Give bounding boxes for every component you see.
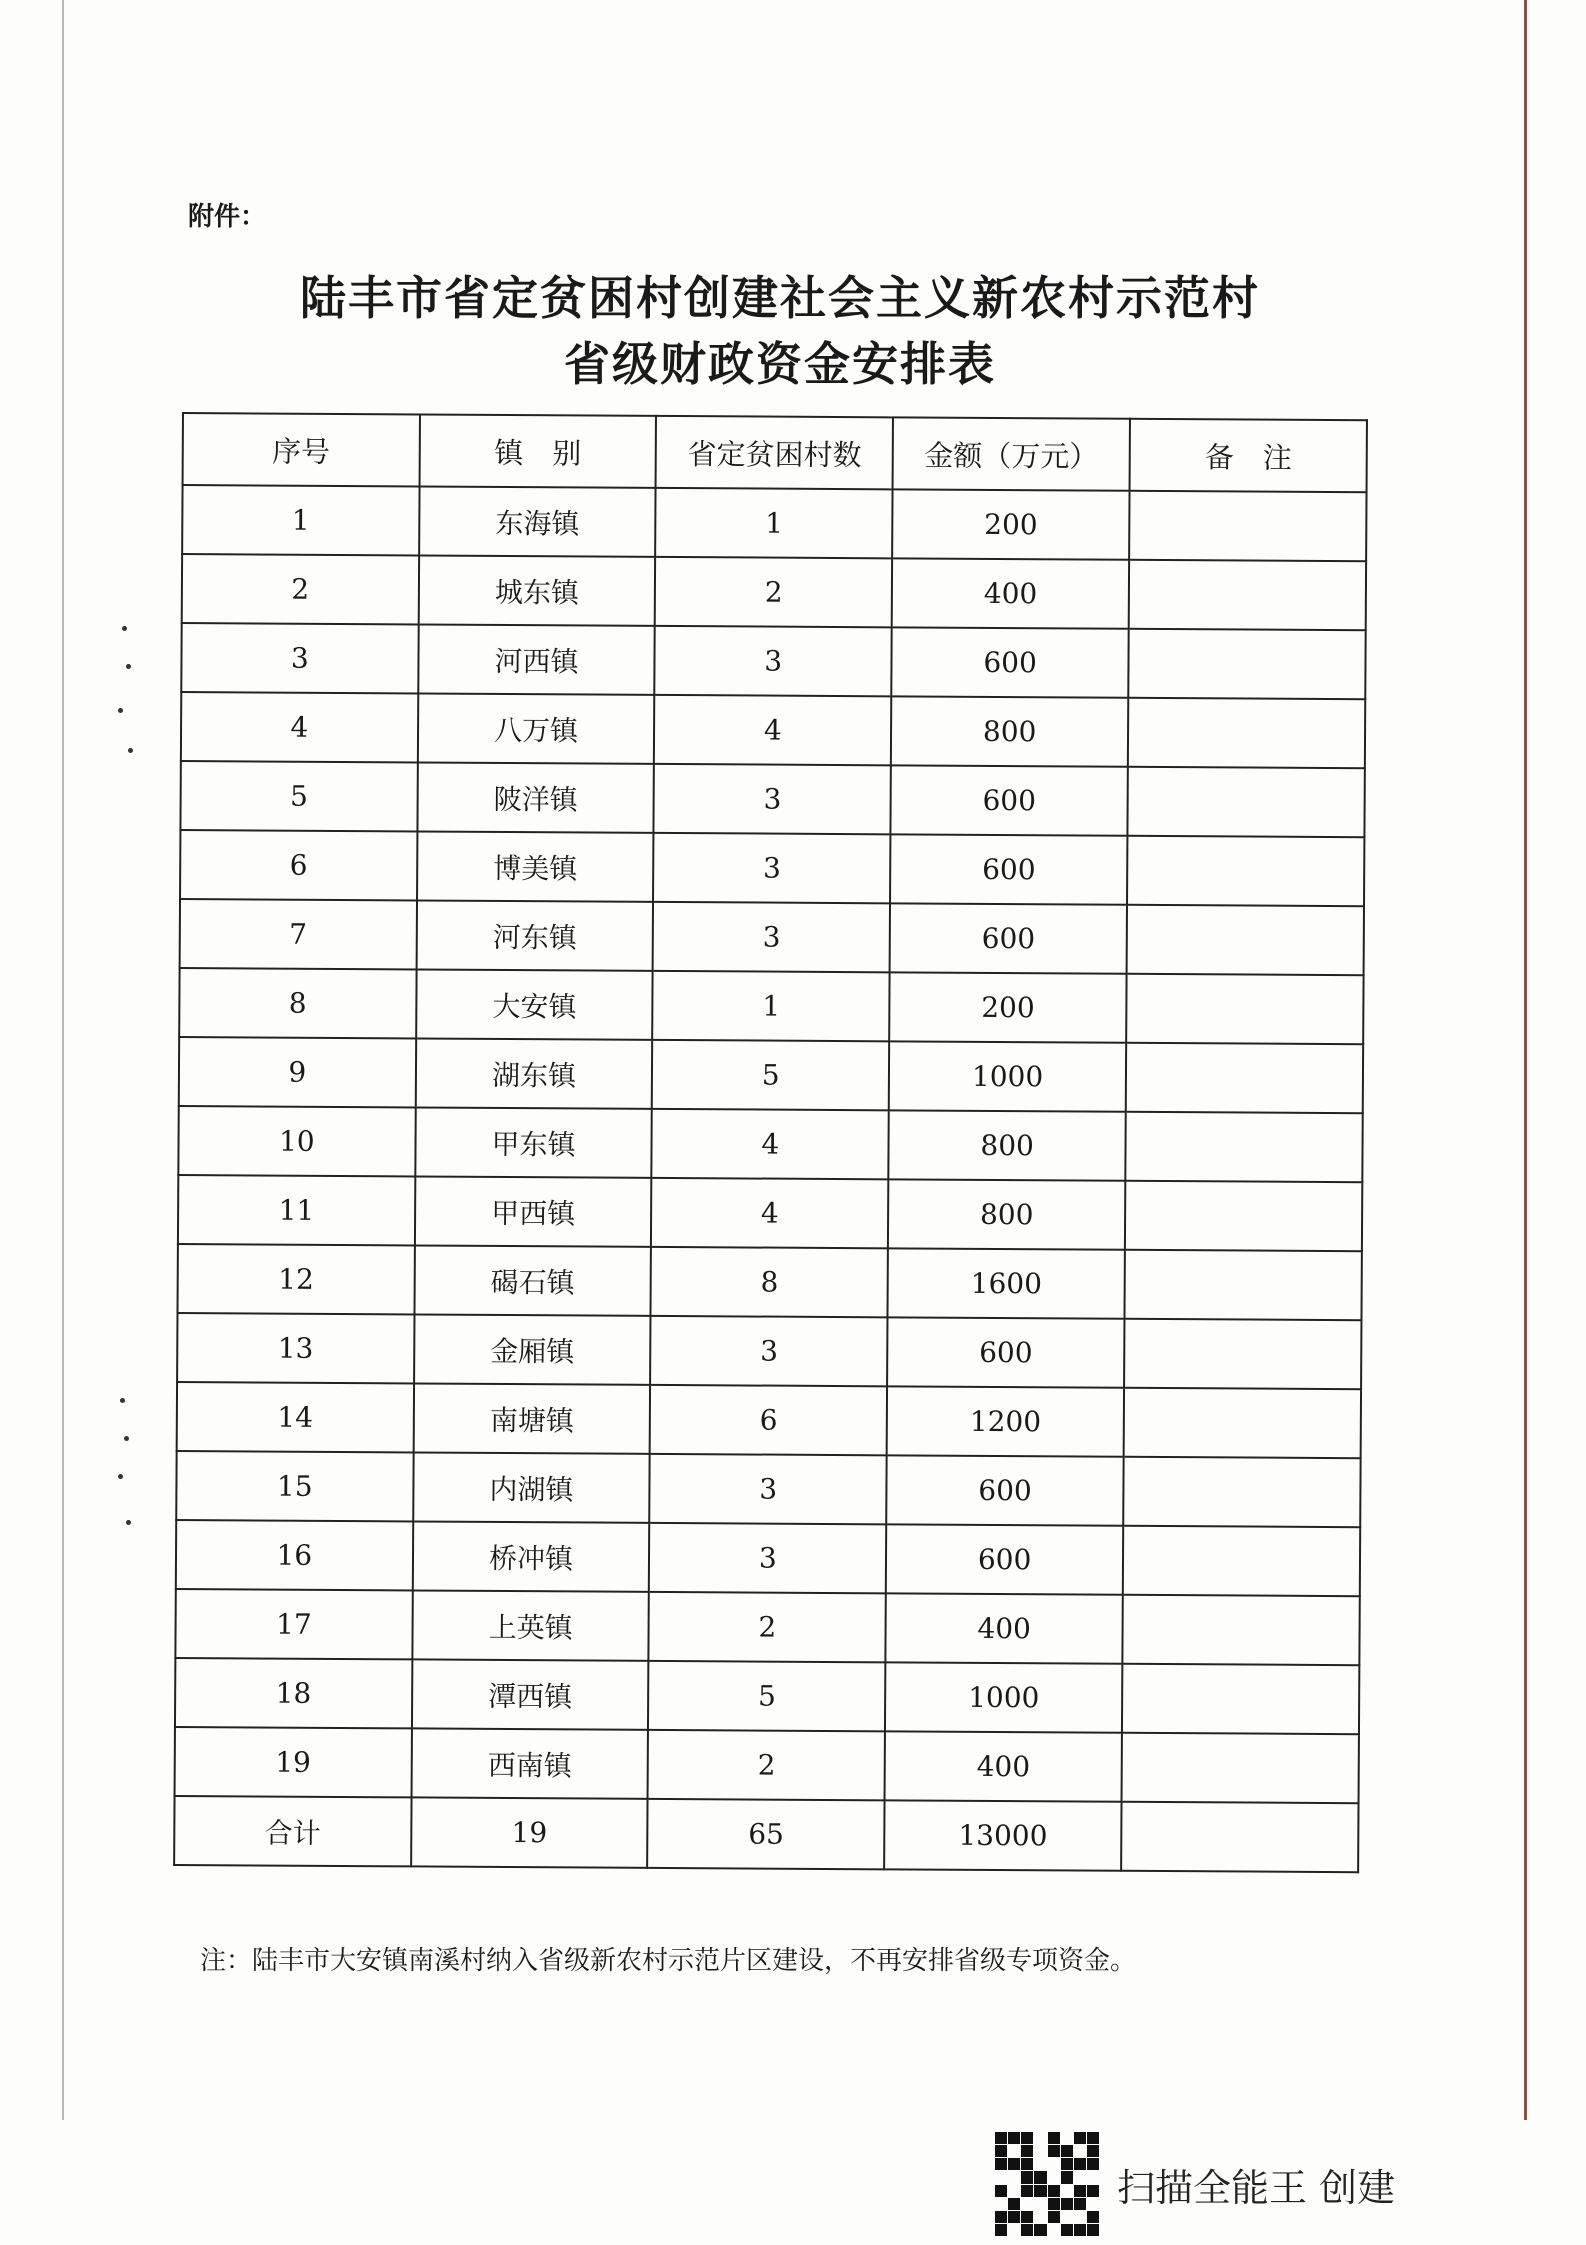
row-town: 湖东镇 (415, 1038, 652, 1108)
row-village-count: 5 (648, 1661, 885, 1731)
row-village-count: 3 (651, 1316, 888, 1386)
row-village-count: 5 (652, 1040, 889, 1110)
table-row (177, 1382, 1361, 1458)
row-village-count: 3 (653, 833, 890, 903)
row-village-count: 2 (655, 557, 892, 627)
paper-left-edge (62, 0, 64, 2120)
table-row (179, 1037, 1363, 1113)
row-town: 甲东镇 (415, 1107, 652, 1177)
scanner-watermark (995, 2132, 1395, 2236)
row-amount: 800 (888, 1110, 1125, 1180)
row-town: 金厢镇 (414, 1314, 651, 1384)
row-remarks (1123, 1595, 1360, 1665)
row-town: 西南镇 (411, 1728, 648, 1798)
total-label: 合计 (174, 1796, 411, 1866)
table-row (178, 1106, 1362, 1182)
row-remarks (1128, 767, 1365, 837)
table-row (175, 1658, 1359, 1734)
row-village-count: 3 (654, 764, 891, 834)
header-town: 镇 别 (419, 414, 656, 487)
row-index: 4 (181, 692, 418, 762)
allocation-table (173, 412, 1368, 1873)
row-town: 河西镇 (418, 624, 655, 694)
row-index: 13 (177, 1313, 414, 1383)
row-amount: 800 (891, 696, 1128, 766)
row-amount: 800 (888, 1179, 1125, 1249)
row-town: 潭西镇 (412, 1659, 649, 1729)
row-remarks (1129, 491, 1366, 561)
table-row (175, 1727, 1359, 1803)
qr-code-icon (995, 2132, 1099, 2236)
table-header-row (183, 413, 1367, 492)
row-remarks (1125, 1112, 1362, 1182)
row-index: 18 (175, 1658, 412, 1728)
table-row (181, 692, 1365, 768)
header-index: 序号 (183, 413, 420, 486)
row-index: 12 (177, 1244, 414, 1314)
row-amount: 600 (886, 1455, 1123, 1525)
row-town: 八万镇 (418, 693, 655, 763)
row-index: 6 (180, 830, 417, 900)
row-town: 南塘镇 (413, 1383, 650, 1453)
row-index: 2 (182, 554, 419, 624)
row-index: 19 (175, 1727, 412, 1797)
header-village-count: 省定贫困村数 (656, 416, 893, 489)
total-amount: 13000 (884, 1800, 1121, 1870)
row-amount: 400 (885, 1731, 1122, 1801)
row-amount: 600 (890, 903, 1127, 973)
row-town: 碣石镇 (414, 1245, 651, 1315)
table-row (182, 485, 1366, 561)
row-index: 3 (181, 623, 418, 693)
row-amount: 400 (886, 1593, 1123, 1663)
row-remarks (1122, 1664, 1359, 1734)
document-title-line1: 陆丰市省定贫困村创建社会主义新农村示范村 (300, 271, 1260, 325)
total-towns: 19 (411, 1797, 648, 1867)
table-row (176, 1451, 1360, 1527)
row-remarks (1128, 629, 1365, 699)
table-row (180, 899, 1364, 975)
row-village-count: 3 (649, 1523, 886, 1593)
row-index: 11 (178, 1175, 415, 1245)
table-row (176, 1520, 1360, 1596)
header-remarks: 备 注 (1130, 419, 1367, 492)
watermark-text: 扫描全能王 创建 (1117, 2165, 1396, 2210)
row-amount: 400 (892, 558, 1129, 628)
table-row (182, 554, 1366, 630)
table-row (181, 623, 1365, 699)
row-index: 8 (179, 968, 416, 1038)
row-village-count: 1 (656, 488, 893, 558)
row-amount: 600 (891, 627, 1128, 697)
row-town: 城东镇 (418, 555, 655, 625)
row-town: 大安镇 (416, 969, 653, 1039)
row-remarks (1129, 560, 1366, 630)
row-amount: 600 (887, 1317, 1124, 1387)
total-remarks (1121, 1802, 1358, 1872)
table-row (178, 1175, 1362, 1251)
row-village-count: 8 (651, 1247, 888, 1317)
row-village-count: 3 (650, 1454, 887, 1524)
row-town: 陂洋镇 (417, 762, 654, 832)
row-village-count: 3 (655, 626, 892, 696)
row-village-count: 1 (653, 971, 890, 1041)
row-amount: 1200 (887, 1386, 1124, 1456)
row-town: 上英镇 (412, 1590, 649, 1660)
row-village-count: 3 (653, 902, 890, 972)
total-villages: 65 (648, 1799, 885, 1869)
row-amount: 1000 (889, 1041, 1126, 1111)
row-village-count: 6 (650, 1385, 887, 1455)
row-remarks (1123, 1457, 1360, 1527)
row-amount: 1000 (885, 1662, 1122, 1732)
row-amount: 600 (886, 1524, 1123, 1594)
table-row (180, 761, 1364, 837)
row-remarks (1126, 974, 1363, 1044)
row-town: 博美镇 (417, 831, 654, 901)
row-remarks (1125, 1181, 1362, 1251)
table-row (175, 1589, 1359, 1665)
row-remarks (1122, 1733, 1359, 1803)
row-remarks (1124, 1319, 1361, 1389)
row-amount: 1600 (888, 1248, 1125, 1318)
row-index: 15 (176, 1451, 413, 1521)
row-amount: 600 (890, 834, 1127, 904)
row-remarks (1126, 1043, 1363, 1113)
row-town: 河东镇 (416, 900, 653, 970)
row-village-count: 4 (652, 1109, 889, 1179)
attachment-label: 附件： (188, 202, 267, 232)
row-town: 内湖镇 (413, 1452, 650, 1522)
row-index: 10 (178, 1106, 415, 1176)
row-amount: 200 (889, 972, 1126, 1042)
document-title-line2: 省级财政资金安排表 (564, 337, 996, 391)
row-remarks (1123, 1526, 1360, 1596)
row-index: 9 (179, 1037, 416, 1107)
row-village-count: 2 (648, 1730, 885, 1800)
row-remarks (1124, 1388, 1361, 1458)
row-remarks (1127, 905, 1364, 975)
table-row (179, 968, 1363, 1044)
row-village-count: 4 (651, 1178, 888, 1248)
row-index: 14 (177, 1382, 414, 1452)
row-index: 5 (180, 761, 417, 831)
row-town: 东海镇 (419, 486, 656, 556)
row-remarks (1128, 698, 1365, 768)
row-remarks (1125, 1250, 1362, 1320)
row-index: 1 (182, 485, 419, 555)
paper-right-edge (1524, 0, 1527, 2120)
footnote: 注：陆丰市大安镇南溪村纳入省级新农村示范片区建设，不再安排省级专项资金。 (200, 1946, 1137, 1976)
table-row (177, 1244, 1361, 1320)
row-index: 7 (180, 899, 417, 969)
row-town: 甲西镇 (415, 1176, 652, 1246)
row-amount: 600 (891, 765, 1128, 835)
table-row (180, 830, 1364, 906)
row-remarks (1127, 836, 1364, 906)
row-index: 16 (176, 1520, 413, 1590)
row-amount: 200 (892, 489, 1129, 559)
header-amount: 金额（万元） (893, 417, 1130, 490)
table-row (177, 1313, 1361, 1389)
row-index: 17 (175, 1589, 412, 1659)
row-village-count: 2 (649, 1592, 886, 1662)
row-town: 桥冲镇 (412, 1521, 649, 1591)
row-village-count: 4 (654, 695, 891, 765)
table-total-row (174, 1796, 1358, 1872)
